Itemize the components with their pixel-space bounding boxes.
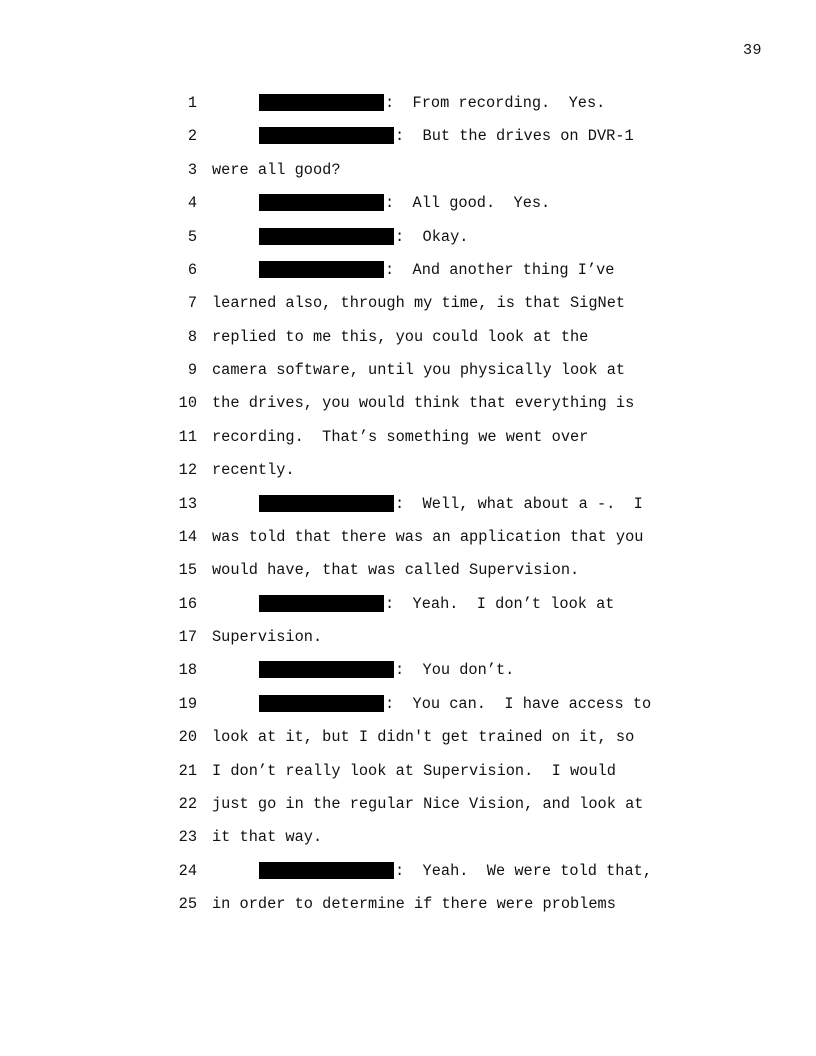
line-number: 6 — [187, 260, 197, 279]
line-number: 25 — [178, 895, 197, 914]
speaker-line-text: : Okay. — [395, 227, 469, 246]
transcript-line — [0, 494, 816, 514]
transcript-line — [0, 660, 816, 680]
line-text: learned also, through my time, is that SigNet — [212, 294, 626, 313]
redacted-speaker-name — [259, 495, 394, 512]
page-number: 39 — [742, 42, 762, 59]
transcript-line — [0, 694, 816, 714]
line-number: 1 — [187, 94, 197, 112]
speaker-line-text: : You can. I have access to — [385, 694, 652, 713]
transcript-line — [0, 794, 816, 814]
line-number: 2 — [187, 127, 197, 146]
line-number: 18 — [178, 661, 197, 680]
line-number: 19 — [178, 694, 197, 713]
line-number: 12 — [178, 461, 197, 480]
line-number: 21 — [178, 761, 197, 780]
transcript-line — [0, 460, 816, 480]
speaker-line-text: : All good. Yes. — [385, 194, 551, 213]
speaker-line-text: : And another thing I’ve — [385, 260, 615, 279]
line-text: were all good? — [212, 160, 341, 179]
redacted-speaker-name — [259, 862, 394, 879]
line-text: was told that there was an application that you — [212, 527, 644, 546]
line-number: 4 — [187, 194, 197, 213]
redacted-speaker-name — [259, 94, 384, 111]
redacted-speaker-name — [259, 595, 384, 612]
line-text: in order to determine if there were problems — [212, 895, 616, 914]
line-text: the drives, you would think that everything is — [212, 394, 635, 413]
line-number: 8 — [187, 327, 197, 346]
transcript-line — [0, 126, 816, 146]
transcript-line — [0, 527, 816, 547]
speaker-line-text: : Yeah. I don’t look at — [385, 594, 615, 613]
line-number: 7 — [187, 294, 197, 313]
transcript-line — [0, 761, 816, 781]
transcript-line — [0, 861, 816, 881]
line-text: just go in the regular Nice Vision, and look at — [212, 794, 644, 813]
speaker-line-text: : From recording. Yes. — [385, 94, 606, 112]
line-number: 22 — [178, 794, 197, 813]
transcript-line — [0, 594, 816, 614]
transcript-line — [0, 427, 816, 447]
redacted-speaker-name — [259, 661, 394, 678]
line-number: 11 — [178, 427, 197, 446]
transcript-line — [0, 93, 816, 113]
line-number: 20 — [178, 728, 197, 747]
line-text: recently. — [212, 461, 295, 480]
line-text: camera software, until you physically look at — [212, 361, 626, 380]
redacted-speaker-name — [259, 194, 384, 211]
transcript-line — [0, 160, 816, 180]
line-number: 3 — [187, 160, 197, 179]
line-number: 14 — [178, 527, 197, 546]
transcript-line — [0, 393, 816, 413]
speaker-line-text: : But the drives on DVR-1 — [395, 127, 634, 146]
line-number: 23 — [178, 828, 197, 847]
speaker-line-text: : Well, what about a -. I — [395, 494, 643, 513]
redacted-speaker-name — [259, 695, 384, 712]
line-number: 5 — [187, 227, 197, 246]
line-text: replied to me this, you could look at the — [212, 327, 589, 346]
transcript-line — [0, 293, 816, 313]
redacted-speaker-name — [259, 228, 394, 245]
line-number: 9 — [187, 361, 197, 380]
transcript-line — [0, 193, 816, 213]
speaker-line-text: : You don’t. — [395, 661, 515, 680]
redacted-speaker-name — [259, 261, 384, 278]
line-number: 10 — [178, 394, 197, 413]
line-number: 13 — [178, 494, 197, 513]
line-number: 24 — [178, 861, 197, 880]
redacted-speaker-name — [259, 127, 394, 144]
transcript-line — [0, 360, 816, 380]
line-number: 15 — [178, 561, 197, 580]
line-text: look at it, but I didn't get trained on it, so — [212, 728, 635, 747]
line-text: it that way. — [212, 828, 323, 847]
transcript-line — [0, 327, 816, 347]
speaker-line-text: : Yeah. We were told that, — [395, 861, 653, 880]
line-number: 17 — [178, 628, 197, 647]
transcript-line — [0, 627, 816, 647]
line-text: would have, that was called Supervision. — [212, 561, 580, 580]
transcript-line — [0, 727, 816, 747]
line-text: Supervision. — [212, 628, 323, 647]
transcript-line — [0, 827, 816, 847]
line-text: recording. That’s something we went over — [212, 427, 589, 446]
transcript-line — [0, 560, 816, 580]
line-text: I don’t really look at Supervision. I would — [212, 761, 616, 780]
transcript-line — [0, 227, 816, 247]
transcript-line — [0, 260, 816, 280]
transcript-line — [0, 894, 816, 914]
line-number: 16 — [178, 594, 197, 613]
